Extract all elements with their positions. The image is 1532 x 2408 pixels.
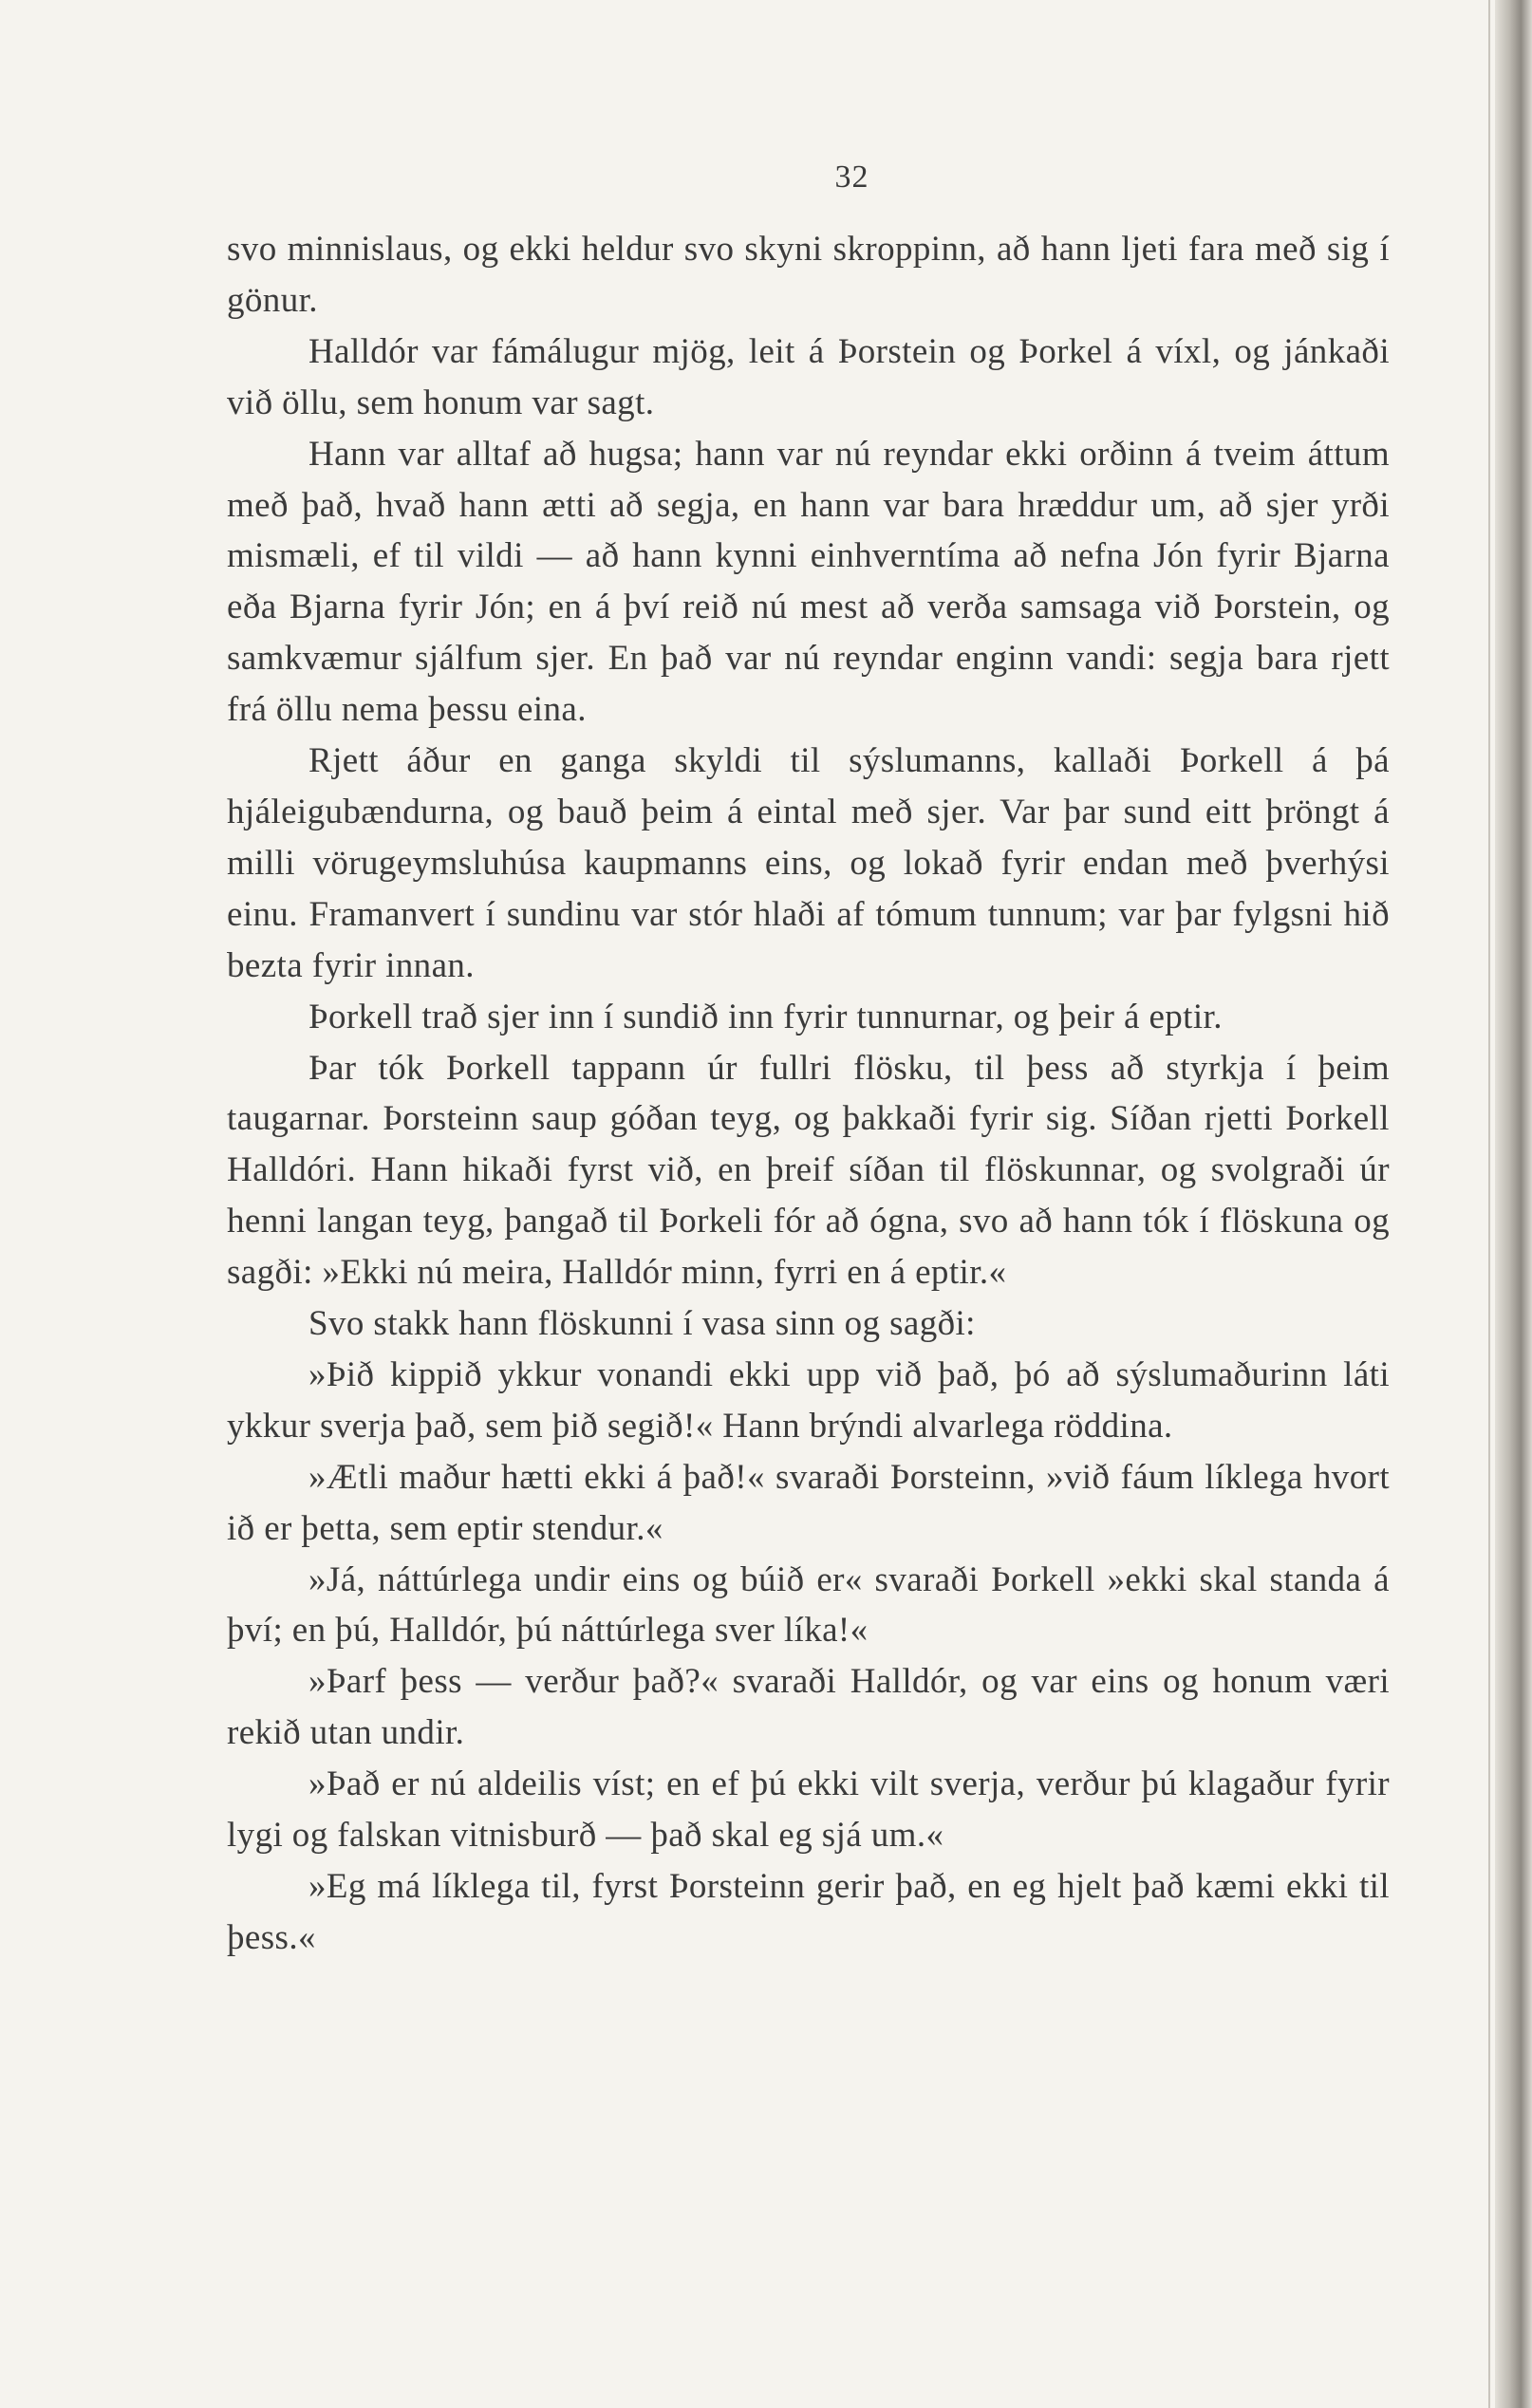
paragraph: »Eg má líklega til, fyrst Þorsteinn gerir það, en eg hjelt það kæmi ekki til þess.« <box>227 1867 1390 1957</box>
paragraph: »Það er nú aldeilis víst; en ef þú ekki vilt sverja, verður þú klagaður fyrir lygi og falskan vitnisburð — það skal eg sjá um.« <box>227 1764 1390 1856</box>
book-spine <box>1495 0 1532 2408</box>
paragraph: Þar tók Þorkell tappann úr fullri flösku, til þess að styrkja í þeim taugarnar. Þorsteinn saup góðan teyg, og þakkaði fyrir sig. Síðan rjetti Þorkell Halldóri. Hann hikaði fyrst við, en þreif síðan til flöskunnar, og svolgraði úr henni langan teyg, þangað til Þorkeli fór að ógna, svo að hann tók í flöskuna og sagði: »Ekki nú meira, Halldór minn, fyrri en á eptir.« <box>227 1048 1390 1293</box>
body-text <box>227 224 1390 1964</box>
paragraph: Þorkell trað sjer inn í sundið inn fyrir tunnurnar, og þeir á eptir. <box>308 997 1223 1036</box>
paragraph: »Ætli maður hætti ekki á það!« svaraði Þorsteinn, »við fáum líklega hvort ið er þetta, sem eptir stendur.« <box>227 1457 1390 1548</box>
page-number: 32 <box>834 159 869 195</box>
paragraph: Rjett áður en ganga skyldi til sýslumanns, kallaði Þorkell á þá hjáleigubændurna, og bauð þeim á eintal með sjer. Var þar sund eitt þröngt á milli vörugeymsluhúsa kaupmanns eins, og lokað fyrir endan með þverhýsi einu. Framanvert í sundinu var stór hlaði af tómum tunnum; var þar fylgsni hið bezta fyrir innan. <box>227 741 1390 985</box>
page-edge-line <box>1488 0 1490 2408</box>
paragraph: »Já, náttúrlega undir eins og búið er« svaraði Þorkell »ekki skal standa á því; en þú, Halldór, þú náttúrlega sver líka!« <box>227 1559 1390 1651</box>
paragraph: Svo stakk hann flöskunni í vasa sinn og sagði: <box>308 1304 976 1344</box>
paragraph: svo minnislaus, og ekki heldur svo skyni skroppinn, að hann ljeti fara með sig í gönur. <box>227 230 1390 320</box>
paragraph: »Þið kippið ykkur vonandi ekki upp við það, þó að sýslumaðurinn láti ykkur sverja það, sem þið segið!« Hann brýndi alvarlega röddina. <box>227 1354 1390 1446</box>
paragraph: Hann var alltaf að hugsa; hann var nú reyndar ekki orðinn á tveim áttum með það, hvað hann ætti að segja, en hann var bara hræddur um, að sjer yrði mismæli, ef til vildi — að hann kynni einhverntíma að nefna Jón fyrir Bjarna eða Bjarna fyrir Jón; en á því reið nú mest að verða samsaga við Þorstein, og samkvæmur sjálfum sjer. En það var nú reyndar enginn vandi: segja bara rjett frá öllu nema þessu eina. <box>227 434 1390 730</box>
paragraph: »Þarf þess — verður það?« svaraði Halldór, og var eins og honum væri rekið utan undir. <box>227 1662 1390 1753</box>
paragraph: Halldór var fámálugur mjög, leit á Þorstein og Þorkel á víxl, og jánkaði við öllu, sem honum var sagt. <box>227 331 1390 422</box>
